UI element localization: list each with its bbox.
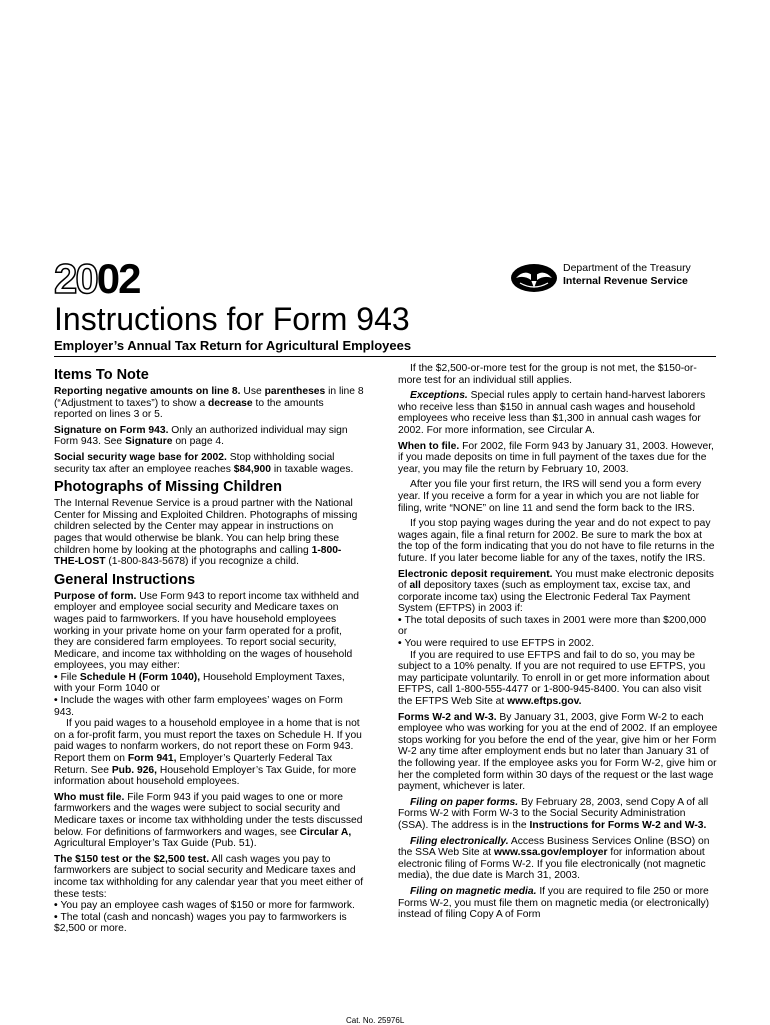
bullet-2500-test: • The total (cash and noncash) wages you pay to farmworkers is $2,500 or more. xyxy=(54,912,364,935)
page-title: Instructions for Form 943 xyxy=(54,301,410,337)
text-run: depository taxes (such as employment tax, excise tax, and corporate income tax) using the Electronic Federal Tax Payment System (EFTPS) in 2003 if: xyxy=(398,580,691,615)
text-run: Agricultural Employer’s Tax Guide (Pub. 51). xyxy=(54,838,257,850)
lead-in: Signature on Form 943. xyxy=(54,424,169,436)
tax-year xyxy=(54,256,139,302)
paragraph-negative-amounts xyxy=(54,386,364,421)
paragraph-filing-electronically xyxy=(398,836,718,882)
text-run: By February 28, 2003, send Copy A of all Forms W-2 with Form W-3 to the Social Security Administration (SSA). The address is in the xyxy=(398,796,709,831)
text-run: Household Employment Taxes, with your Form 1040 or xyxy=(54,671,345,695)
text-run: If you paid wages to a household employee in a home that is not on a for-profit farm, you must report the taxes on Schedule H. If you paid wages to nonfarm workers, do not report these on Form 943. Report them on xyxy=(54,718,362,765)
paragraph-eftps-penalty xyxy=(398,650,718,708)
text-run: for information about electronic filing of Forms W-2. If you file electronically (not magnetic media), the due date is March 31, 2003. xyxy=(398,847,706,882)
paragraph-signature xyxy=(54,425,364,448)
page-subtitle: Employer’s Annual Tax Return for Agricultural Employees xyxy=(54,338,412,353)
paragraph-missing-children xyxy=(54,498,364,568)
text-run: Employer’s Quarterly Federal Tax Return. See xyxy=(54,753,333,776)
paragraph-first-return: After you file your first return, the IRS will send you a form every year. If you receive a form for a year in which you are not liable for filing, write “NONE” on line 11 and send the form back to the IRS. xyxy=(398,479,702,514)
heading-items-to-note: Items To Note xyxy=(54,367,149,383)
text-run: Special rules apply to certain hand-harvest laborers who receive less than $150 in annual cash wages and household employees who receive less than $1,300 in annual cash wages for 2002. For more information, see Circular A. xyxy=(398,390,706,436)
paragraph-when-to-file xyxy=(398,441,718,476)
heading-general-instructions: General Instructions xyxy=(54,571,196,588)
right-column xyxy=(398,363,718,921)
bold-term: Circular A, xyxy=(299,826,352,838)
lead-in: Electronic deposit requirement. xyxy=(398,568,553,580)
bold-term: Signature xyxy=(124,436,173,448)
left-column xyxy=(54,363,364,935)
text-run: Access Business Services Online (BSO) on the SSA Web Site at xyxy=(398,835,710,859)
bullet-150-test: • You pay an employee cash wages of $150 or more for farmwork. xyxy=(54,900,364,912)
bold-term: Instructions for Forms W-2 and W-3. xyxy=(529,819,707,831)
lead-in: Reporting negative amounts on line 8. xyxy=(54,386,241,397)
bullet-eftps-2002: • You were required to use EFTPS in 2002. xyxy=(398,638,718,650)
irs-eagle-logo-icon xyxy=(510,263,558,293)
ssa-link[interactable]: www.ssa.gov/employer xyxy=(493,847,608,859)
paragraph-exceptions xyxy=(398,390,718,436)
lead-in: Filing on magnetic media. xyxy=(410,885,537,897)
paragraph-group-test: If the $2,500-or-more test for the group is not met, the $150-or-more test for an individual still applies. xyxy=(398,363,697,386)
text-run: If you are required to use EFTPS and fail to do so, you may be subject to a 10% penalty. If you are not required to use EFTPS, you may participate voluntarily. To enroll in or get more information about EFTPS, call 1-800-555-4477 or 1-800-945-8400. You can also visit the EFTPS Web Site at xyxy=(398,649,710,708)
text-run: If you are required to file 250 or more Forms W-2, you must file them on magnetic media (or electronically) instead of filing Copy A of Form xyxy=(398,885,710,921)
department-line: Department of the Treasury xyxy=(563,262,691,274)
bullet-schedule-h xyxy=(54,672,364,695)
tax-year-outline: 20 xyxy=(54,255,97,302)
paragraph-stop-paying: If you stop paying wages during the year and do not expect to pay wages again, file a final return for 2002. Be sure to mark the box at the top of the form indicating that you do not have to file returns in the future. If you later become liable for any of the taxes, notify the IRS. xyxy=(398,518,715,564)
text-run: in taxable wages. xyxy=(270,463,354,475)
paragraph-forms-w2-w3 xyxy=(398,712,718,793)
paragraph-household-employee xyxy=(54,718,364,788)
bold-term: Pub. 926, xyxy=(111,764,158,776)
text-run: File xyxy=(60,671,80,683)
text-run: You must make electronic deposits of xyxy=(398,568,714,592)
paragraph-who-must-file xyxy=(54,792,364,850)
bold-term: 1-800-THE-LOST xyxy=(54,544,342,568)
paragraph-electronic-deposit xyxy=(398,569,718,615)
catalog-number: Cat. No. 25976L xyxy=(346,1016,405,1025)
paragraph-magnetic-media xyxy=(398,886,718,921)
text-run: Only an authorized individual may sign Form 943. See xyxy=(54,424,348,448)
paragraph-wage-base xyxy=(54,452,364,475)
text-run: All cash wages you pay to farmworkers are subject to social security and Medicare taxes and income tax withholding for any calendar year that you meet either of these tests: xyxy=(54,853,364,900)
bold-term: decrease xyxy=(207,397,253,409)
bold-term: all xyxy=(409,580,421,592)
agency-name xyxy=(563,262,691,288)
text-run: to the amounts reported on lines 3 or 5. xyxy=(54,397,324,421)
lead-in: The $150 test or the $2,500 test. xyxy=(54,853,210,865)
bullet-include-wages: • Include the wages with other farm employees’ wages on Form 943. xyxy=(54,695,364,718)
paragraph-purpose xyxy=(54,591,364,672)
paragraph-paper-forms xyxy=(398,797,718,832)
lead-in: Filing on paper forms. xyxy=(410,796,519,808)
text-run: in line 8 (“Adjustment to taxes”) to show a xyxy=(54,386,364,409)
text-run: on page 4. xyxy=(172,436,224,448)
lead-in: Forms W-2 and W-3. xyxy=(398,711,497,723)
text-run: By January 31, 2003, give Form W-2 to each employee who was working for you at the end of 2002. If an employee stops working for you before the end of the year, give him or her Form W-2 any time after employment ends but no later than January 31 of the following year. If the employee asks you for Form W-2, give him or her the completed form within 30 days of the request or the last wage payment, whichever is later. xyxy=(398,711,718,793)
lead-in: When to file. xyxy=(398,440,460,452)
lead-in: Filing electronically. xyxy=(410,835,509,847)
lead-in: Who must file. xyxy=(54,791,125,803)
text-run: The Internal Revenue Service is a proud partner with the National Center for Missing and Exploited Children. Photographs of missing children selected by the Center may appear in instructions on pages that would otherwise be blank. You can help bring these children home by looking at the photographs and calling xyxy=(54,498,358,556)
text-run: Use xyxy=(240,386,262,397)
heading-missing-children: Photographs of Missing Children xyxy=(54,479,282,496)
lead-in: Social security wage base for 2002. xyxy=(54,451,227,463)
bold-term: Schedule H (Form 1040), xyxy=(79,671,201,683)
text-run: Household Employer’s Tax Guide, for more information about household employees. xyxy=(54,764,357,788)
bold-term: $84,900 xyxy=(233,463,271,475)
bullet-deposits-2001: • The total deposits of such taxes in 2001 were more than $200,000 or xyxy=(398,615,718,638)
lead-in: Purpose of form. xyxy=(54,590,137,602)
text-run: File Form 943 if you paid wages to one or more farmworkers and the wages were subject to social security and Medicare taxes or income tax withholding under the tests discussed below. For definitions of farmworkers and wages, see xyxy=(54,791,363,838)
tax-year-solid: 02 xyxy=(96,255,140,302)
eftps-link[interactable]: www.eftps.gov. xyxy=(507,696,582,708)
irs-line: Internal Revenue Service xyxy=(563,275,688,287)
text-run: (1-800-843-5678) if you recognize a child. xyxy=(105,556,299,568)
text-run: Stop withholding social security tax after an employee reaches xyxy=(54,451,335,475)
bold-term: Form 941, xyxy=(127,753,177,765)
text-run: Use Form 943 to report income tax withheld and employer and employee social security and Medicare taxes on wages paid to farmworkers. If you have household employees working in your private home on your farm operated for a profit, they are considered farm employees. To report social security, Medicare, and income tax withholding on the wages of household employees, you may either: xyxy=(54,590,360,672)
title-rule xyxy=(54,356,716,357)
bold-term: parentheses xyxy=(264,386,326,397)
lead-in: Exceptions. xyxy=(410,390,468,402)
text-run: For 2002, file Form 943 by January 31, 2003. However, if you made deposits on time in full payment of the taxes due for the year, you may file the return by February 10, 2003. xyxy=(398,440,714,475)
paragraph-wage-tests xyxy=(54,854,364,900)
